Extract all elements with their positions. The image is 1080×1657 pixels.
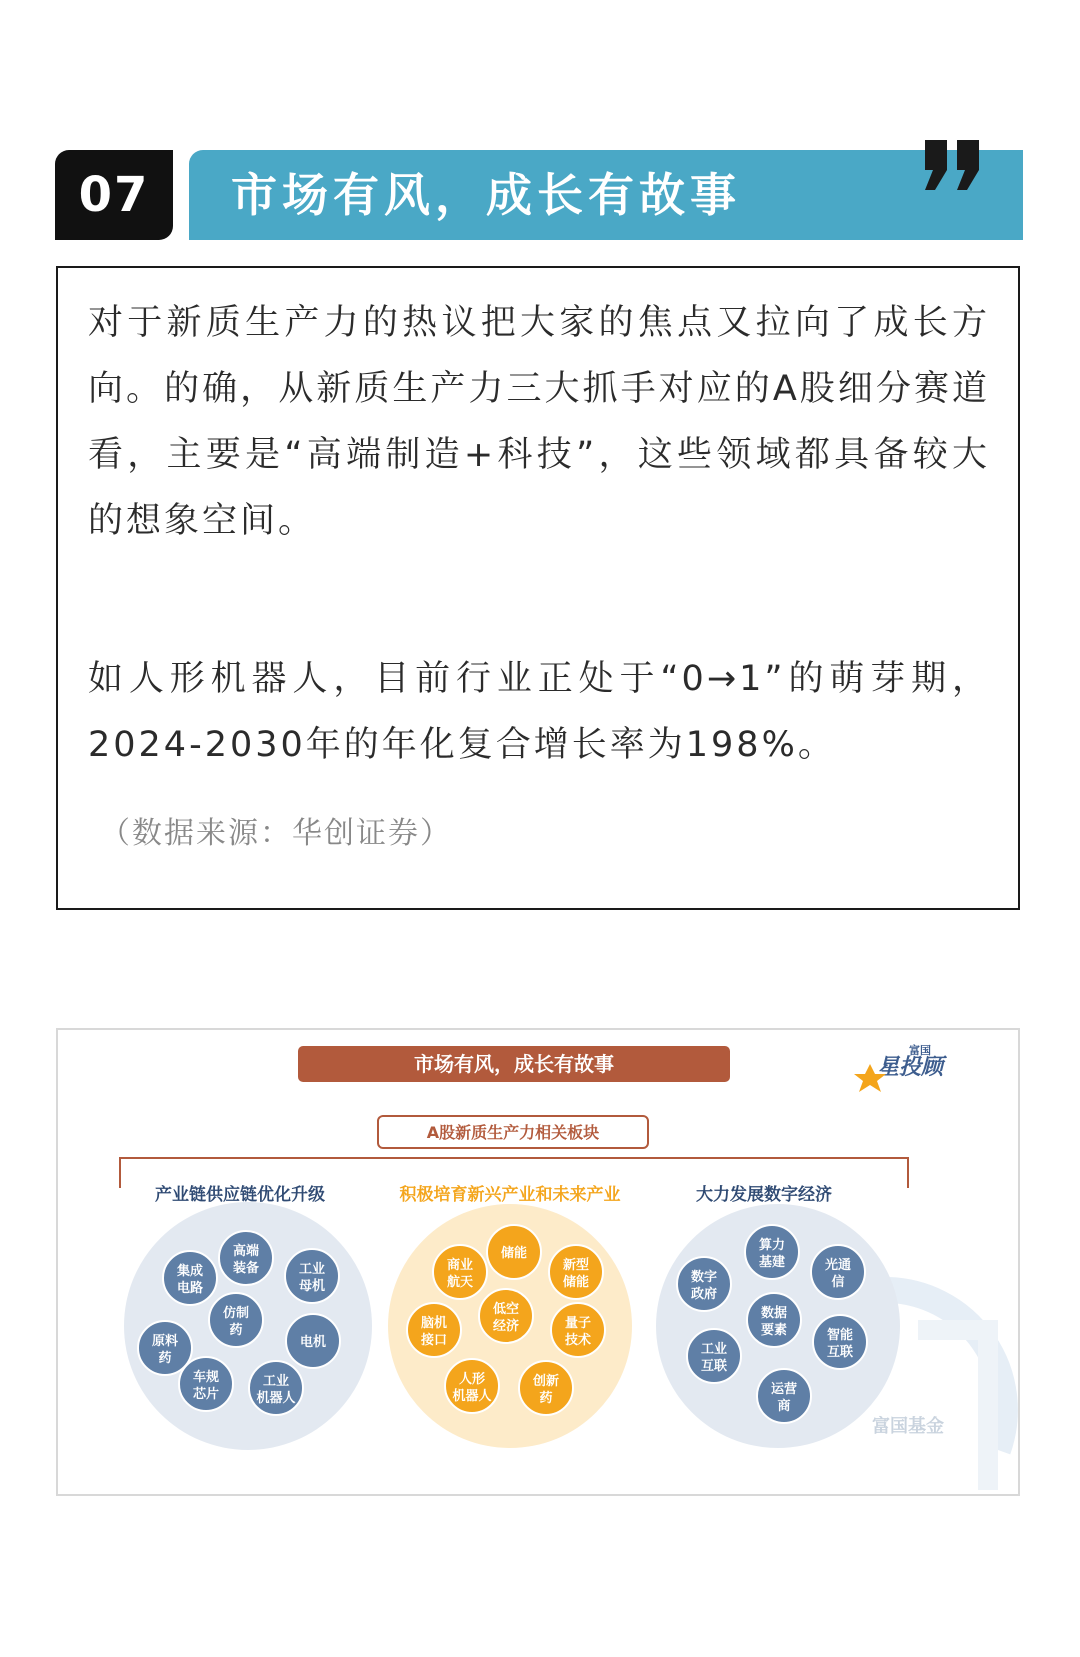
sector-bubble-label: 工业 [298,1262,326,1277]
sector-bubble-label: 经济 [492,1319,520,1334]
sector-bubble-label: 电机 [299,1335,327,1350]
paragraph-2: 如人形机器人，目前行业正处于“0→1”的萌芽期，2024-2030年的年化复合增长率为198%。 [88,659,990,765]
sector-bubble-label: 光通 [824,1258,852,1273]
sector-bubble [286,1314,340,1368]
sector-bubble-label: 智能 [826,1328,854,1343]
logo-small-text: 富国 [909,1044,931,1057]
sector-bubble [747,1293,801,1347]
paragraph-1: 对于新质生产力的热议把大家的焦点又拉向了成长方向。的确，从新质生产力三大抓手对应的A股细分赛道看，主要是“高端制造+科技”，这些领域都具备较大的想象空间。 [88,303,990,541]
sector-bubble-label: 集成 [176,1264,204,1279]
section-header [55,150,1023,240]
section-title: 市场有风，成长有故事 [231,168,741,222]
sector-bubble-label: 接口 [420,1333,448,1348]
sector-bubble [479,1289,533,1343]
sector-bubble [407,1303,461,1357]
sector-bubble-label: 机器人 [256,1391,296,1406]
sector-bubble-label: 技术 [564,1333,592,1348]
sector-bubble-label: 母机 [298,1279,326,1294]
sector-bubble-label: 车规 [192,1370,220,1385]
group-1 [124,1184,372,1450]
sector-bubble-label: 高端 [232,1244,260,1259]
sector-bubble-label: 电路 [176,1281,204,1296]
sector-bubble-label: 政府 [690,1287,718,1302]
sector-bubble-label: 算力 [758,1238,786,1253]
sector-bubble-label: 脑机 [420,1316,448,1331]
group-2 [388,1184,632,1448]
sector-bubble-label: 药 [158,1351,172,1366]
sector-bubble-label: 商业 [446,1258,474,1273]
group-header: 产业链供应链优化升级 [155,1185,325,1205]
sector-bubble-label: 商 [777,1399,791,1414]
logo-main-text: 星投顾 [876,1055,944,1080]
sector-bubble-label: 互联 [700,1359,728,1374]
group-header: 积极培育新兴产业和未来产业 [399,1185,621,1205]
sector-bubble-label: 新型 [562,1258,590,1273]
sector-bubble-label: 基建 [758,1255,786,1270]
section-number: 07 [55,150,173,240]
quote-mark-icon [923,140,983,192]
sector-bubble-label: 药 [229,1323,243,1338]
infographic-subtitle: A股新质生产力相关板块 [426,1123,600,1142]
sector-bubble-label: 人形 [458,1372,486,1387]
sector-bubble [219,1231,273,1285]
sector-bubble-label: 工业 [700,1342,728,1357]
sector-bubble-label: 运营 [770,1382,798,1397]
sector-bubble [551,1303,605,1357]
sector-bubble [757,1369,811,1423]
sector-bubble [677,1257,731,1311]
sector-bubble-label: 工业 [262,1374,290,1389]
sector-bubble [249,1361,303,1415]
sector-bubble-label: 储能 [562,1275,590,1290]
sector-bubble [445,1359,499,1413]
sector-bubble-label: 低空 [492,1302,520,1317]
sector-bubble [285,1249,339,1303]
sector-bubble [811,1245,865,1299]
sector-bubble [549,1245,603,1299]
article-text-box [56,266,1020,910]
sector-bubble-label: 创新 [532,1374,560,1389]
sector-bubble-label: 数字 [690,1270,718,1285]
sector-bubble [745,1225,799,1279]
sector-bubble-label: 数据 [760,1306,788,1321]
data-source-note: （数据来源：华创证券） [100,816,452,851]
group-3 [656,1184,900,1448]
watermark-text: 富国基金 [872,1416,944,1437]
sector-bubble [433,1245,487,1299]
infographic-canvas [58,1030,1018,1494]
group-header: 大力发展数字经济 [696,1185,832,1205]
sector-bubble-label: 信 [831,1275,845,1290]
infographic-title: 市场有风，成长有故事 [414,1052,614,1076]
sector-bubble-label: 仿制 [222,1306,250,1321]
sector-bubble-label: 芯片 [192,1387,220,1402]
sector-bubble-label: 航天 [446,1275,474,1290]
bracket-line [120,1158,908,1188]
sector-bubble [519,1361,573,1415]
sector-bubble-label: 装备 [232,1261,260,1276]
sector-bubble-label: 药 [539,1391,553,1406]
sector-bubble-label: 互联 [826,1345,854,1360]
sector-bubble-label: 机器人 [452,1389,492,1404]
sector-bubble-label: 量子 [564,1316,592,1331]
sector-bubble [487,1225,541,1279]
sector-bubble-label: 储能 [500,1246,528,1261]
sector-bubble-label: 要素 [760,1323,788,1338]
sector-bubble-label: 原料 [151,1334,179,1349]
sector-bubble [179,1357,233,1411]
infographic-image [56,1028,1020,1496]
sector-bubble [813,1315,867,1369]
sector-bubble [209,1293,263,1347]
sector-bubble [163,1251,217,1305]
sector-bubble [687,1329,741,1383]
